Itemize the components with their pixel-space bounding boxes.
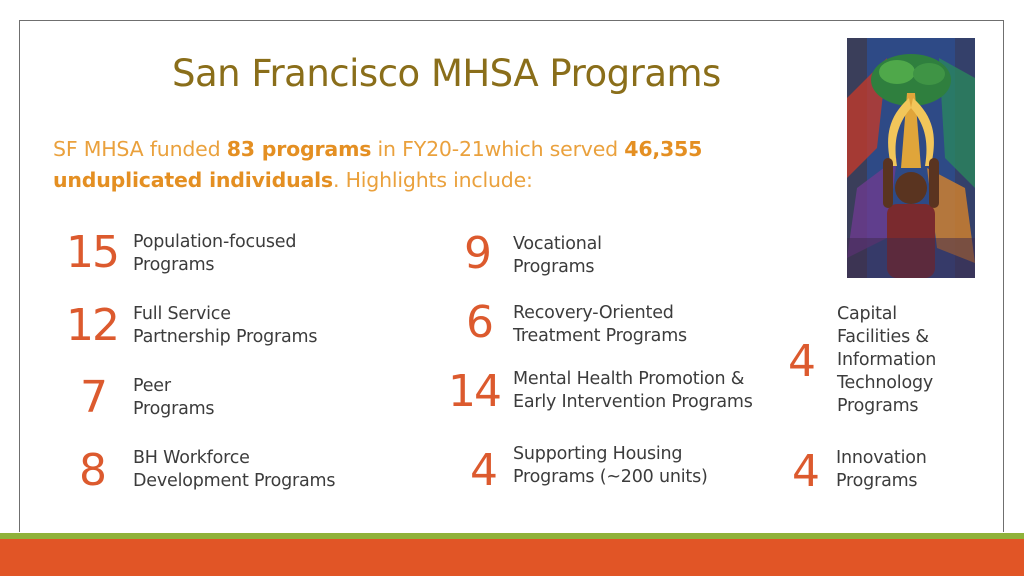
- mural-image: [847, 38, 975, 278]
- program-count-population: 15: [66, 227, 118, 278]
- program-label-workforce: BH Workforce Development Programs: [133, 448, 336, 491]
- program-count-workforce: 8: [79, 445, 105, 496]
- intro-text-1: SF MHSA funded: [53, 137, 227, 161]
- intro-individuals-count: 46,355 unduplicated individuals: [53, 137, 703, 192]
- program-label-innovation: Innovation Programs: [836, 448, 927, 491]
- program-count-vocational: 9: [464, 228, 490, 279]
- program-label-recovery: Recovery-Oriented Treatment Programs: [513, 303, 687, 346]
- program-label-vocational: Vocational Programs: [513, 234, 602, 277]
- footer-bar-orange: [0, 539, 1024, 576]
- program-label-peer: Peer Programs: [133, 376, 215, 419]
- program-label-fsp: Full Service Partnership Programs: [133, 304, 318, 347]
- program-count-innovation: 4: [792, 446, 818, 497]
- program-label-housing: Supporting Housing Programs (~200 units): [513, 444, 708, 487]
- program-count-peer: 7: [80, 372, 106, 423]
- intro-programs-count: 83 programs: [226, 137, 372, 161]
- program-count-recovery: 6: [466, 297, 492, 348]
- program-count-fsp: 12: [66, 300, 118, 351]
- program-label-pei: Mental Health Promotion & Early Intervention Programs: [513, 369, 753, 412]
- intro-text-3: . Highlights include:: [332, 168, 533, 192]
- program-count-housing: 4: [470, 445, 496, 496]
- intro-text: [53, 134, 813, 196]
- program-count-pei: 14: [448, 366, 500, 417]
- program-label-population: Population-focused Programs: [133, 232, 297, 275]
- slide-title: San Francisco MHSA Programs: [172, 52, 721, 95]
- intro-text-2: in FY20-21which served: [371, 137, 625, 161]
- program-label-capital: Capital Facilities & Information Technology Programs: [837, 304, 937, 416]
- program-count-capital: 4: [788, 336, 814, 387]
